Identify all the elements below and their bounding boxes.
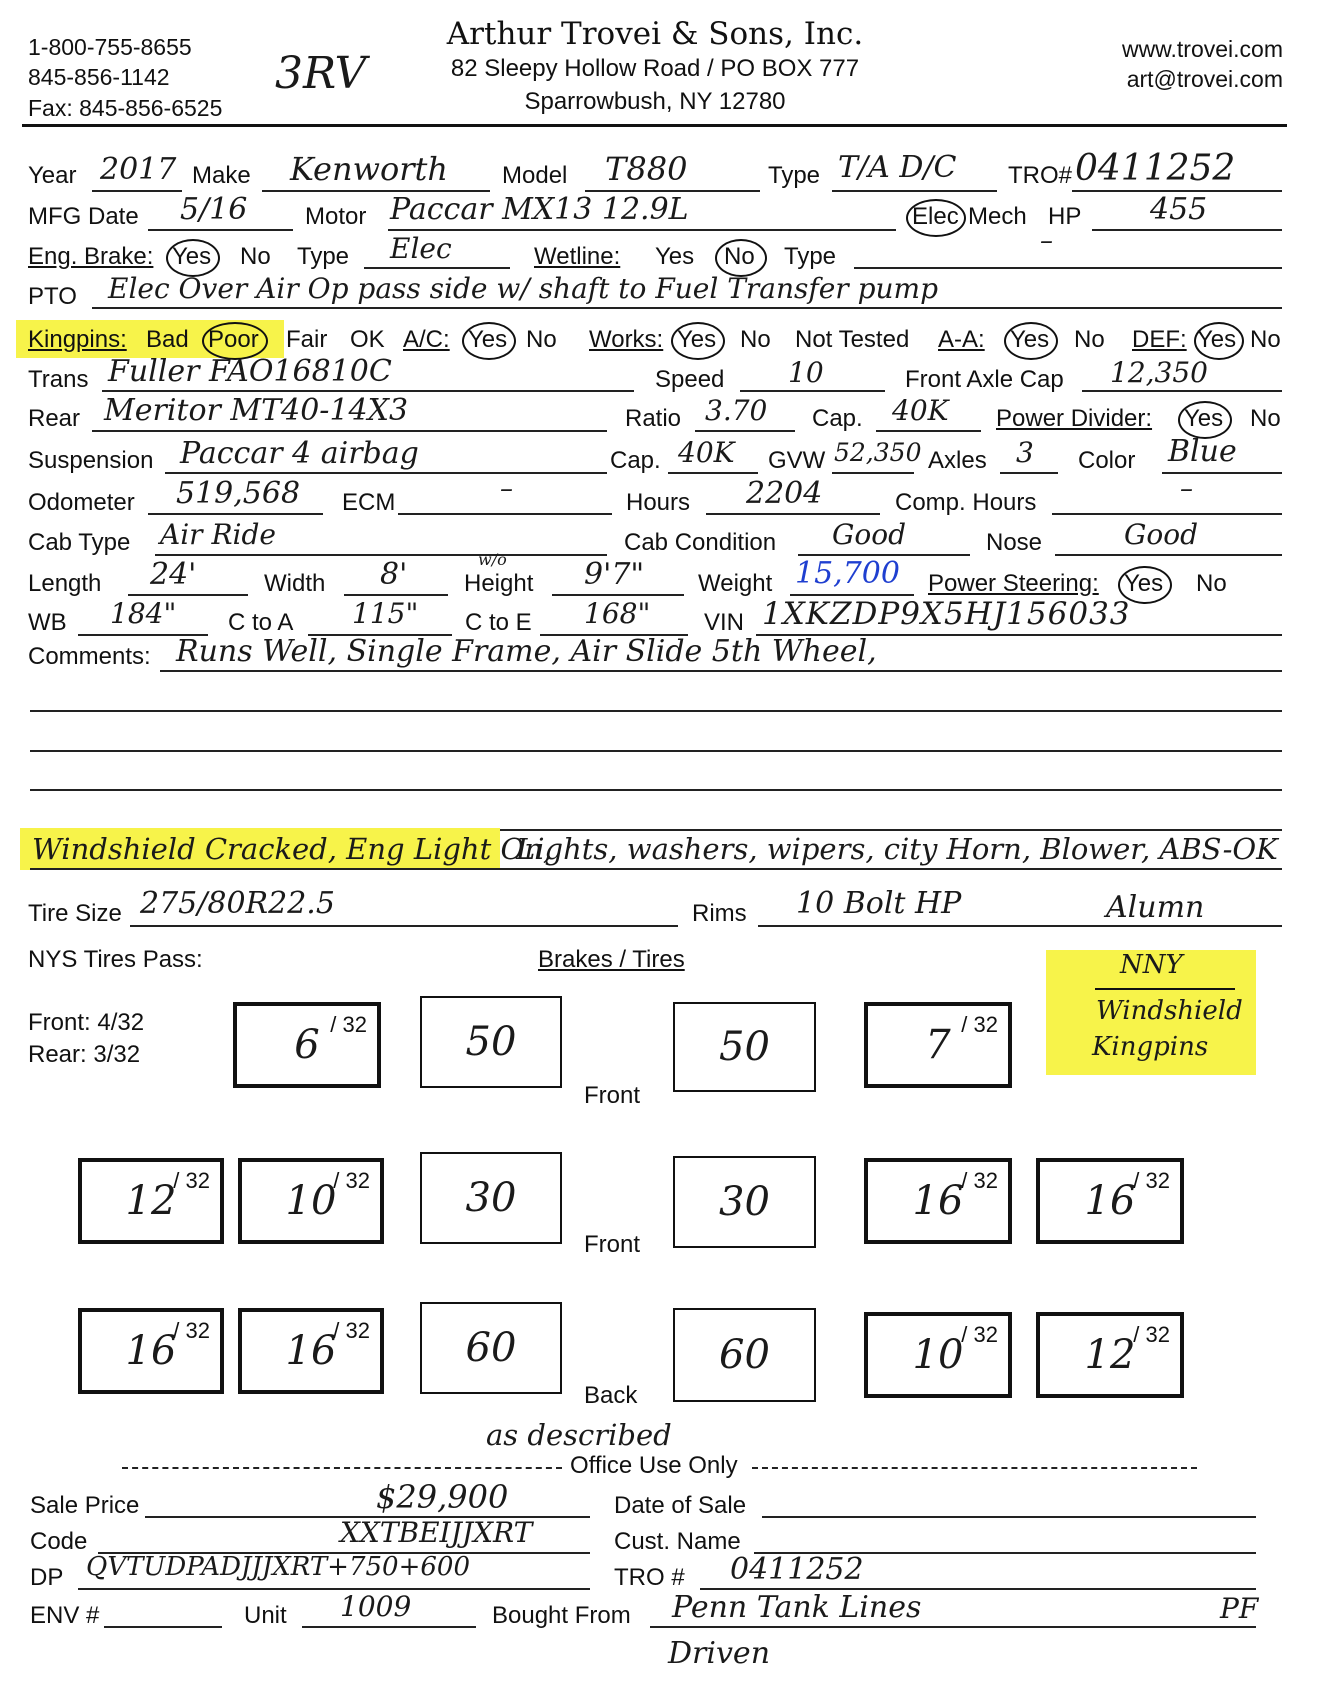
comp-hours-line bbox=[1052, 513, 1282, 515]
ac-no: No bbox=[526, 326, 557, 353]
wetline-type-label: Type bbox=[784, 243, 837, 270]
tro-value: 0411252 bbox=[1075, 148, 1236, 189]
c-to-e-value: 168" bbox=[584, 597, 651, 630]
power-divider-yes: Yes bbox=[1184, 405, 1224, 432]
brake-box-drive2-left bbox=[420, 1302, 562, 1394]
dp-label: DP bbox=[30, 1564, 64, 1591]
rims-label: Rims bbox=[692, 900, 747, 927]
elec-label: Elec bbox=[912, 203, 959, 230]
brake-box-drive1-left bbox=[420, 1152, 562, 1244]
rims-value: 10 Bolt HP bbox=[796, 886, 962, 921]
hp-value: 455 bbox=[1150, 192, 1208, 227]
ecm-line bbox=[398, 513, 612, 515]
width-value: 8' bbox=[380, 557, 408, 592]
tire-box-front-left bbox=[233, 1002, 381, 1088]
per32-label: / 32 bbox=[330, 1012, 367, 1037]
wetline-label: Wetline: bbox=[534, 243, 621, 270]
dp-line bbox=[78, 1588, 590, 1590]
rims-material: Alumn bbox=[1106, 890, 1205, 925]
cab-type-line bbox=[155, 554, 607, 556]
vin-value: 1XKZDP9X5HJ156033 bbox=[762, 596, 1131, 632]
initials: PF bbox=[1220, 1592, 1259, 1625]
bought-from-label: Bought From bbox=[492, 1602, 631, 1629]
rear-label: Rear bbox=[28, 405, 81, 432]
code-label: Code bbox=[30, 1528, 88, 1555]
rear-cap-line bbox=[876, 430, 981, 432]
make-label: Make bbox=[192, 162, 251, 189]
brake-value: 60 bbox=[465, 1325, 517, 1371]
susp-cap-line bbox=[668, 472, 758, 474]
tire-box-drive2-outer-left bbox=[78, 1308, 224, 1394]
gvw-value: 52,350 bbox=[834, 438, 922, 467]
nose-value: Good bbox=[1124, 518, 1199, 551]
cust-name-label: Cust. Name bbox=[614, 1528, 741, 1555]
brake-value: 50 bbox=[719, 1024, 770, 1070]
def-label: DEF: bbox=[1132, 326, 1187, 353]
aa-yes: Yes bbox=[1010, 326, 1050, 353]
per32-label: / 32 bbox=[173, 1168, 210, 1193]
weight-label: Weight bbox=[698, 570, 773, 597]
address-line-2: Sparrowbush, NY 12780 bbox=[524, 88, 786, 115]
weight-value: 15,700 bbox=[795, 556, 900, 591]
unit-line bbox=[302, 1626, 476, 1628]
comments-line-6 bbox=[30, 868, 1282, 870]
motor-label: Motor bbox=[305, 203, 367, 230]
model-value: T880 bbox=[605, 150, 688, 188]
nose-label: Nose bbox=[986, 529, 1043, 556]
c-to-e-label: C to E bbox=[465, 609, 532, 636]
sale-price-label: Sale Price bbox=[30, 1492, 140, 1519]
axles-label: Axles bbox=[928, 447, 987, 474]
power-steering-no: No bbox=[1196, 570, 1227, 597]
susp-cap-label: Cap. bbox=[610, 447, 661, 474]
cab-type-label: Cab Type bbox=[28, 529, 131, 556]
tire-size-value: 275/80R22.5 bbox=[140, 886, 335, 921]
mfg-date-label: MFG Date bbox=[28, 203, 139, 230]
eng-brake-type-line bbox=[364, 267, 510, 269]
def-yes: Yes bbox=[1197, 326, 1237, 353]
rear-cap-value: 40K bbox=[892, 394, 949, 427]
email: art@trovei.com bbox=[1126, 66, 1283, 92]
hp-line bbox=[1092, 229, 1282, 231]
works-no: No bbox=[740, 326, 771, 353]
brake-box-drive2-right bbox=[673, 1308, 816, 1402]
wb-value: 184" bbox=[110, 597, 177, 630]
c-to-a-value: 115" bbox=[352, 597, 419, 630]
suspension-line bbox=[165, 472, 607, 474]
make-value: Kenworth bbox=[290, 150, 449, 188]
hours-value: 2204 bbox=[746, 476, 823, 511]
back-label: Back bbox=[584, 1382, 638, 1409]
eng-brake-label: Eng. Brake: bbox=[28, 243, 154, 270]
comments-label: Comments: bbox=[28, 643, 151, 670]
brake-box-front-right bbox=[673, 1002, 816, 1092]
unit-value: 1009 bbox=[340, 1590, 412, 1623]
gvw-label: GVW bbox=[768, 447, 826, 474]
tire-box-drive2-inner-right bbox=[864, 1312, 1012, 1398]
front-axle-cap-label: Front Axle Cap bbox=[905, 366, 1064, 393]
height-value: 9'7" bbox=[584, 557, 645, 592]
ratio-value: 3.70 bbox=[705, 394, 768, 427]
tire-value: 16 bbox=[285, 1328, 337, 1374]
tire-value: 12 bbox=[125, 1178, 177, 1224]
aa-label: A-A: bbox=[938, 326, 985, 353]
tire-value: 6 bbox=[294, 1022, 320, 1068]
power-divider-no: No bbox=[1250, 405, 1281, 432]
height-note: w/o bbox=[478, 550, 507, 569]
office-dash-right bbox=[752, 1467, 1197, 1469]
comp-hours-label: Comp. Hours bbox=[895, 489, 1037, 516]
mfg-date-line bbox=[148, 229, 293, 231]
office-use-only-label: Office Use Only bbox=[570, 1452, 738, 1479]
brakes-tires-label: Brakes / Tires bbox=[538, 946, 685, 973]
eng-brake-type-label: Type bbox=[297, 243, 350, 270]
kingpins-poor: Poor bbox=[208, 326, 259, 353]
rims-line bbox=[758, 925, 1282, 927]
tire-box-drive2-inner-left bbox=[238, 1308, 384, 1394]
length-value: 24' bbox=[150, 557, 197, 592]
rear-line bbox=[92, 430, 607, 432]
color-value: Blue bbox=[1168, 434, 1237, 469]
tro2-label: TRO # bbox=[614, 1564, 685, 1591]
cab-condition-label: Cab Condition bbox=[624, 529, 777, 556]
tire-value: 10 bbox=[285, 1178, 337, 1224]
side-note-title: NNY bbox=[1120, 950, 1183, 980]
cab-type-value: Air Ride bbox=[160, 518, 276, 551]
model-label: Model bbox=[502, 162, 568, 189]
tire-box-drive1-inner-left bbox=[238, 1158, 384, 1244]
height-line bbox=[552, 594, 684, 596]
date-of-sale-line bbox=[762, 1516, 1256, 1518]
per32-label: / 32 bbox=[961, 1322, 998, 1347]
tire-value: 16 bbox=[125, 1328, 177, 1374]
tire-box-drive1-outer-left bbox=[78, 1158, 224, 1244]
rear-cap-label: Cap. bbox=[812, 405, 863, 432]
code-value: XXTBEIJJXRT bbox=[340, 1516, 533, 1549]
front-label-2: Front bbox=[584, 1231, 641, 1258]
eng-brake-no: No bbox=[240, 243, 271, 270]
hours-label: Hours bbox=[626, 489, 691, 516]
tire-value: 16 bbox=[1084, 1178, 1136, 1224]
length-line bbox=[128, 594, 248, 596]
per32-label: / 32 bbox=[961, 1012, 998, 1037]
comments-line-1 bbox=[160, 670, 1282, 672]
env-label: ENV # bbox=[30, 1602, 100, 1629]
tire-box-front-right bbox=[864, 1002, 1012, 1088]
website: www.trovei.com bbox=[1121, 36, 1283, 62]
company-name: Arthur Trovei & Sons, Inc. bbox=[446, 16, 864, 52]
height-label: Height bbox=[464, 570, 534, 597]
tro-label: TRO# bbox=[1008, 162, 1073, 189]
tire-value: 10 bbox=[912, 1332, 964, 1378]
per32-label: / 32 bbox=[1133, 1322, 1170, 1347]
type-value: T/A D/C bbox=[838, 150, 957, 185]
front-spec: Front: 4/32 bbox=[28, 1009, 145, 1036]
tro2-value: 0411252 bbox=[730, 1552, 864, 1587]
phone-2: 845-856-1142 bbox=[28, 64, 170, 90]
suspension-value: Paccar 4 airbag bbox=[180, 436, 419, 471]
sale-price-value: $29,900 bbox=[376, 1478, 509, 1516]
trans-line bbox=[102, 390, 634, 392]
tire-value: 7 bbox=[925, 1022, 951, 1068]
ac-label: A/C: bbox=[403, 326, 450, 353]
works-not-tested: Not Tested bbox=[795, 326, 910, 353]
front-axle-cap-value: 12,350 bbox=[1110, 356, 1208, 389]
motor-line bbox=[388, 229, 896, 231]
mech-label: Mech bbox=[968, 203, 1027, 230]
year-label: Year bbox=[28, 162, 77, 189]
aa-no: No bbox=[1074, 326, 1105, 353]
header-divider bbox=[22, 124, 1287, 127]
vin-label: VIN bbox=[704, 609, 745, 636]
cab-condition-value: Good bbox=[832, 518, 907, 551]
color-label: Color bbox=[1078, 447, 1136, 474]
office-dash-left bbox=[122, 1467, 562, 1469]
odometer-value: 519,568 bbox=[176, 476, 301, 511]
comments-line-3 bbox=[30, 750, 1282, 752]
brake-value: 50 bbox=[465, 1019, 517, 1065]
trans-label: Trans bbox=[28, 366, 89, 393]
power-steering-label: Power Steering: bbox=[928, 570, 1099, 597]
ecm-value: – bbox=[500, 474, 513, 504]
pto-label: PTO bbox=[28, 283, 77, 310]
suspension-label: Suspension bbox=[28, 447, 154, 474]
kingpins-label: Kingpins: bbox=[28, 326, 127, 353]
front-axle-cap-line bbox=[1082, 390, 1282, 392]
rear-value: Meritor MT40-14X3 bbox=[104, 393, 409, 428]
brake-value: 30 bbox=[719, 1179, 770, 1225]
wetline-type-line bbox=[854, 267, 1282, 269]
tire-box-drive1-inner-right bbox=[864, 1158, 1012, 1244]
wb-label: WB bbox=[28, 609, 67, 636]
per32-label: / 32 bbox=[333, 1318, 370, 1343]
trans-value: Fuller FAO16810C bbox=[108, 354, 392, 389]
year-value: 2017 bbox=[100, 152, 177, 187]
ratio-line bbox=[695, 430, 795, 432]
axles-line bbox=[1000, 472, 1058, 474]
odometer-line bbox=[148, 513, 323, 515]
c-to-a-label: C to A bbox=[228, 609, 294, 636]
nose-line bbox=[1055, 554, 1282, 556]
notes-highlight-text: Windshield Cracked, Eng Light On, bbox=[32, 832, 553, 866]
side-note-line-2: Kingpins bbox=[1092, 1032, 1209, 1062]
wetline-type-dash: – bbox=[1040, 226, 1053, 256]
tire-size-line bbox=[130, 925, 678, 927]
env-line bbox=[104, 1626, 222, 1628]
hp-label: HP bbox=[1048, 203, 1082, 230]
kingpins-bad: Bad bbox=[146, 326, 189, 353]
per32-label: / 32 bbox=[173, 1318, 210, 1343]
pto-line bbox=[92, 307, 1282, 309]
axles-value: 3 bbox=[1016, 436, 1034, 469]
tire-box-drive1-outer-right bbox=[1036, 1158, 1184, 1244]
odometer-label: Odometer bbox=[28, 489, 135, 516]
tire-box-drive2-outer-right bbox=[1036, 1312, 1184, 1398]
notes-rest-text: Lights, washers, wipers, city Horn, Blower, ABS-OK bbox=[516, 832, 1278, 866]
nys-tires-pass-label: NYS Tires Pass: bbox=[28, 946, 203, 973]
unit-label: Unit bbox=[244, 1602, 287, 1629]
length-label: Length bbox=[28, 570, 102, 597]
front-label-1: Front bbox=[584, 1082, 641, 1109]
wetline-no: No bbox=[724, 243, 755, 270]
eng-brake-type-value: Elec bbox=[390, 232, 452, 265]
speed-label: Speed bbox=[655, 366, 725, 393]
gvw-line bbox=[832, 472, 914, 474]
mfg-date-value: 5/16 bbox=[180, 192, 248, 227]
tire-value: 16 bbox=[912, 1178, 964, 1224]
ecm-label: ECM bbox=[342, 489, 396, 516]
per32-label: / 32 bbox=[333, 1168, 370, 1193]
fax: Fax: 845-856-6525 bbox=[28, 95, 223, 121]
as-described-note: as described bbox=[486, 1418, 672, 1452]
address-line-1: 82 Sleepy Hollow Road / PO BOX 777 bbox=[450, 55, 860, 82]
comments-line-2 bbox=[30, 710, 1282, 712]
per32-label: / 32 bbox=[1133, 1168, 1170, 1193]
tire-size-label: Tire Size bbox=[28, 900, 122, 927]
comments-line-4 bbox=[30, 789, 1282, 791]
year-line bbox=[92, 190, 182, 192]
speed-line bbox=[740, 390, 885, 392]
driven-note: Driven bbox=[668, 1636, 771, 1671]
rear-spec: Rear: 3/32 bbox=[28, 1041, 141, 1068]
type-line bbox=[832, 190, 997, 192]
ac-yes: Yes bbox=[468, 326, 508, 353]
phone-1: 1-800-755-8655 bbox=[28, 34, 192, 60]
brake-value: 60 bbox=[719, 1332, 770, 1378]
comments-value: Runs Well, Single Frame, Air Slide 5th Wheel, bbox=[176, 634, 877, 669]
def-no: No bbox=[1250, 326, 1281, 353]
speed-value: 10 bbox=[788, 356, 824, 389]
dp-value: QVTUDPADJJJXRT+750+600 bbox=[86, 1552, 470, 1582]
brake-box-drive1-right bbox=[673, 1156, 816, 1248]
brake-box-front-left bbox=[420, 996, 562, 1088]
comp-hours-value: – bbox=[1180, 474, 1193, 504]
eng-brake-yes: Yes bbox=[172, 243, 212, 270]
power-steering-yes: Yes bbox=[1124, 570, 1164, 597]
works-label: Works: bbox=[589, 326, 664, 353]
ratio-label: Ratio bbox=[625, 405, 682, 432]
works-yes: Yes bbox=[677, 326, 717, 353]
susp-cap-value: 40K bbox=[678, 436, 735, 469]
kingpins-fair: Fair bbox=[286, 326, 328, 353]
stamp-note: 3RV bbox=[275, 48, 367, 99]
width-line bbox=[344, 594, 448, 596]
bought-from-value: Penn Tank Lines bbox=[672, 1590, 922, 1625]
wetline-yes: Yes bbox=[655, 243, 695, 270]
side-note-underline bbox=[1095, 988, 1235, 990]
motor-value: Paccar MX13 12.9L bbox=[390, 192, 689, 227]
width-label: Width bbox=[264, 570, 326, 597]
tire-value: 12 bbox=[1084, 1332, 1136, 1378]
pto-value: Elec Over Air Op pass side w/ shaft to Fuel Transfer pump bbox=[108, 272, 939, 305]
per32-label: / 32 bbox=[961, 1168, 998, 1193]
kingpins-ok: OK bbox=[350, 326, 385, 353]
date-of-sale-label: Date of Sale bbox=[614, 1492, 747, 1519]
brake-value: 30 bbox=[465, 1175, 517, 1221]
bought-from-line bbox=[650, 1626, 1256, 1628]
hours-line bbox=[706, 513, 880, 515]
side-note-line-1: Windshield bbox=[1096, 996, 1243, 1026]
power-divider-label: Power Divider: bbox=[996, 405, 1153, 432]
type-label: Type bbox=[768, 162, 821, 189]
